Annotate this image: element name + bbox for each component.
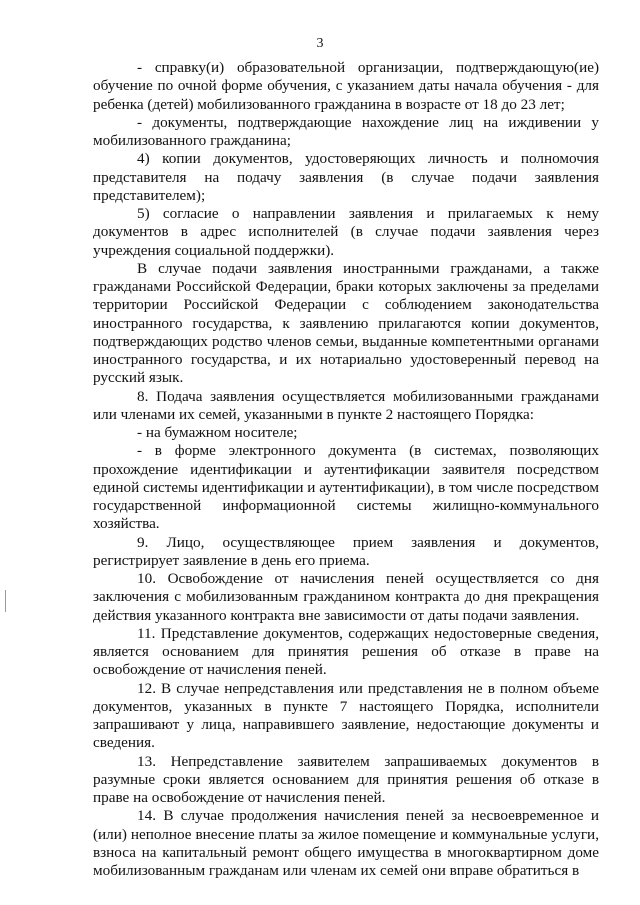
document-body (93, 59, 599, 880)
paragraph-item-5-consent: 5) согласие о направлении заявления и прилагаемых к нему документов в адрес исполнителей (в случае подачи заявления через учреждения социальной поддержки). (93, 205, 599, 259)
paragraph-clause-11: 11. Представление документов, содержащих недостоверные сведения, является основанием для принятия решения об отказе в праве на освобождение от начисления пеней. (93, 624, 599, 679)
paragraph-clause-8: 8. Подача заявления осуществляется мобилизованными гражданами или членами их семей, указанными в пункте 2 настоящего Порядка: (93, 387, 599, 423)
scan-margin-mark (5, 590, 6, 612)
paragraph-dependents-documents: - документы, подтверждающие нахождение лиц на иждивении у мобилизованного гражданина; (93, 113, 599, 149)
paragraph-clause-14: 14. В случае продолжения начисления пеней за несвоевременное и (или) неполное внесение платы за жилое помещение и коммунальные услуги, взноса на капитальный ремонт общего имущества в многоквартирном доме мобилизованным гражданам или членам их семей они вправе обратиться в (93, 807, 599, 879)
paragraph-clause-12: 12. В случае непредставления или представления не в полном объеме документов, указанных в пункте 7 настоящего Порядка, исполнители запрашивают у лица, направившего заявление, недостающие документы и сведения. (93, 679, 599, 752)
paragraph-paper-form: - на бумажном носителе; (137, 424, 298, 441)
paragraph-clause-13: 13. Непредставление заявителем запрашиваемых документов в разумные сроки является основанием для принятия решения об отказе в праве на освобождение от начисления пеней. (93, 752, 599, 806)
paragraph-clause-10: 10. Освобождение от начисления пеней осуществляется со дня заключения с мобилизованным гражданином контракта до дня прекращения действия указанного контракта вне зависимости от даты подачи заявления. (93, 570, 599, 624)
paragraph-electronic-form: - в форме электронного документа (в системах, позволяющих прохождение идентификации и аутентификации заявителя посредством единой системы идентификации и аутентификации), в том числе посредством государственной информационной системы жилищно-коммунального хозяйства. (93, 442, 599, 533)
paragraph-education-certificate: - справку(и) образовательной организации, подтверждающую(ие) обучение по очной форме обучения, с указанием даты начала обучения - для ребенка (детей) мобилизованного гражданина в возрасте от 18 до 23 лет; (93, 59, 599, 113)
paragraph-clause-9: 9. Лицо, осуществляющее прием заявления и документов, регистрирует заявление в день его приема. (93, 533, 599, 569)
paragraph-foreign-citizens: В случае подачи заявления иностранными гражданами, а также гражданами Российской Федерации, браки которых заключены за пределами территории Российской Федерации с соблюдением законодательства иностранного государства, к заявлению прилагаются копии документов, подтверждающих родство членов семьи, выданные компетентными органами иностранного государства, и их нотариально удостоверенный перевод на русский язык. (93, 259, 599, 387)
page-number: 3 (316, 36, 324, 51)
paragraph-item-4-representative: 4) копии документов, удостоверяющих личность и полномочия представителя на подачу заявления (в случае подачи заявления представителем); (93, 150, 599, 204)
